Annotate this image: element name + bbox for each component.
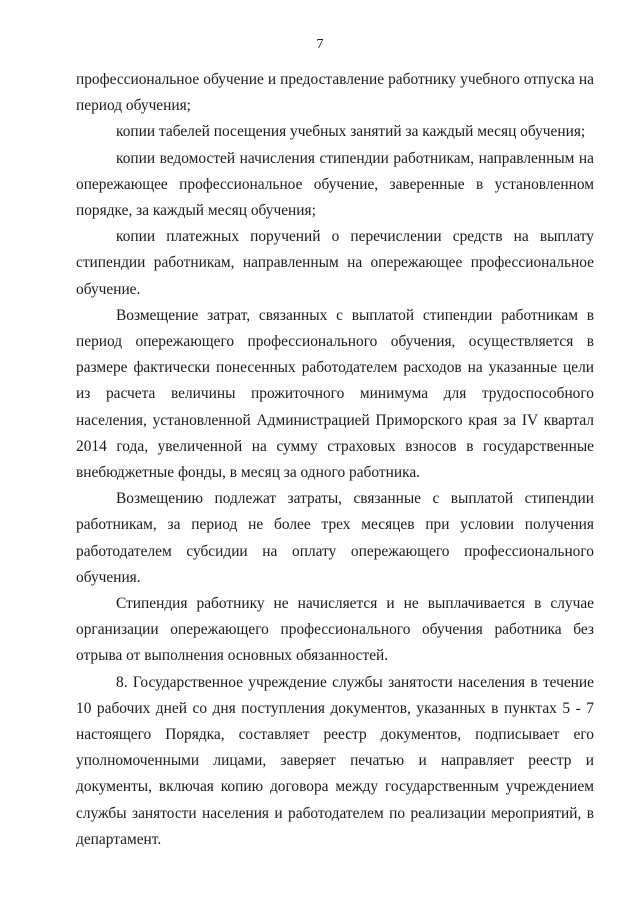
paragraph-continuation: профессиональное обучение и предоставление работнику учебного отпуска на период обучения; bbox=[76, 71, 594, 115]
paragraph-attendance-copies: копии табелей посещения учебных занятий за каждый месяц обучения; bbox=[116, 123, 586, 141]
document-body bbox=[76, 67, 594, 853]
paragraph-no-stipend: Стипендия работнику не начисляется и не выплачивается в случае организации опережающего профессионального обучения работника без отрыва от выполнения основных обязанностей. bbox=[76, 595, 594, 665]
paragraph-cost-reimbursement: Возмещение затрат, связанных с выплатой стипендии работникам в период опережающего профессионального обучения, осуществляется в размере фактически понесенных работодателем расходов на указанные цели из расчета величины прожиточного минимума для трудоспособного населения, установленной Администрацией Приморского края за IV квартал 2014 года, увеличенной на сумму страховых взносов в государственные внебюджетные фонды, в месяц за одного работника. bbox=[76, 306, 594, 482]
page-number: 7 bbox=[316, 37, 324, 52]
paragraph-reimbursable-costs: Возмещению подлежат затраты, связанные с выплатой стипендии работникам, за период не более трех месяцев при условии получения работодателем субсидии на оплату опережающего профессионального обучения. bbox=[76, 490, 594, 586]
paragraph-payment-orders: копии платежных поручений о перечислении средств на выплату стипендии работникам, направленным на опережающее профессиональное обучение. bbox=[76, 228, 594, 298]
paragraph-stipend-statements: копии ведомостей начисления стипендии работникам, направленным на опережающее профессиональное обучение, заверенные в установленном порядке, за каждый месяц обучения; bbox=[76, 149, 594, 220]
paragraph-item-8: 8. Государственное учреждение службы занятости населения в течение 10 рабочих дней со дня поступления документов, указанных в пунктах 5 - 7 настоящего Порядка, составляет реестр документов, подписывает его уполномоченными лицами, заверяет печатью и направляет реестр и документы, включая копию договора между государственным учреждением службы занятости населения и работодателем по реализации мероприятий, в департамент. bbox=[76, 673, 594, 848]
